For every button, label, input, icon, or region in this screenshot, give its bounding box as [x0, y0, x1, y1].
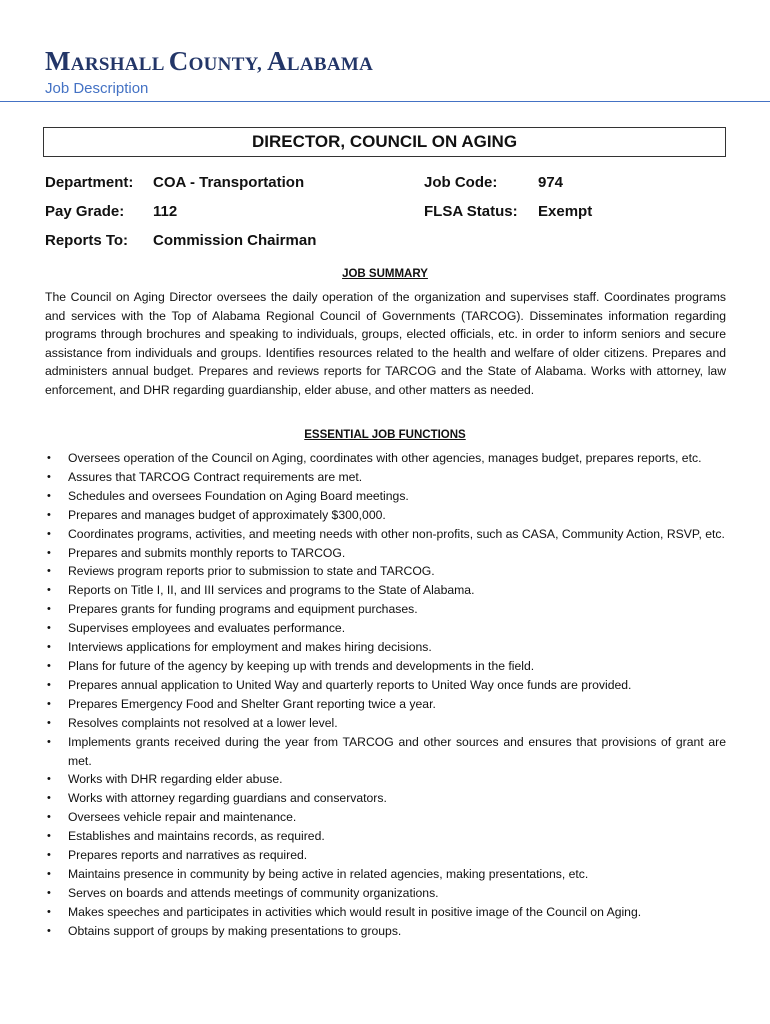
function-text: Schedules and oversees Foundation on Aging Board meetings. — [68, 488, 409, 503]
org-initial-c: C — [168, 46, 189, 76]
function-item — [45, 695, 726, 714]
essential-functions-list — [45, 449, 726, 941]
function-text: Establishes and maintains records, as required. — [68, 829, 325, 844]
job-summary-text: The Council on Aging Director oversees the daily operation of the organization and supervises staff. Coordinates programs and services with the Top of Alabama Regional Council of Governments (TARCOG). Disseminates information regarding programs through brochures and speaking to individuals, groups, elected officials, etc. in order to inform seniors and secure assistance from individuals and groups. Identifies resources related to the health and welfare of older citizens. Prepares and administers annual budget. Prepares and reviews reports for TARCOG and the State of Alabama. Works with attorney, law enforcement, and DHR regarding guardianship, elder abuse, and other matters as needed. — [45, 290, 726, 397]
bullet-icon: • — [47, 867, 51, 880]
function-text: Coordinates programs, activities, and meeting needs with other non-profits, such as CASA, Community Action, RSVP, etc. — [68, 526, 725, 541]
bullet-icon: • — [47, 584, 51, 597]
function-text: Oversees vehicle repair and maintenance. — [68, 810, 297, 825]
header-divider — [0, 101, 770, 102]
bullet-icon: • — [47, 470, 51, 483]
function-text: Assures that TARCOG Contract requirements are met. — [68, 469, 363, 484]
function-item — [45, 525, 726, 544]
bullet-icon: • — [47, 773, 51, 786]
bullet-icon: • — [47, 849, 51, 862]
document-type: Job Description — [45, 80, 149, 97]
function-item — [45, 506, 726, 525]
org-text-1: ARSHALL — [70, 54, 169, 75]
bullet-icon: • — [47, 546, 51, 559]
organization-name — [45, 46, 373, 77]
function-text: Prepares grants for funding programs and equipment purchases. — [68, 602, 418, 617]
org-initial-a: A — [267, 46, 287, 76]
function-text: Reviews program reports prior to submission to state and TARCOG. — [68, 564, 435, 579]
function-text: Obtains support of groups by making presentations to groups. — [68, 923, 402, 938]
department-value: COA - Transportation — [153, 174, 305, 191]
function-text: Prepares Emergency Food and Shelter Grant reporting twice a year. — [68, 696, 436, 711]
function-item — [45, 657, 726, 676]
function-item — [45, 846, 726, 865]
bullet-icon: • — [47, 565, 51, 578]
function-item — [45, 676, 726, 695]
bullet-icon: • — [47, 641, 51, 654]
function-text: Interviews applications for employment and makes hiring decisions. — [68, 640, 432, 655]
function-item — [45, 638, 726, 657]
bullet-icon: • — [47, 452, 51, 464]
job-code-label: Job Code: — [424, 174, 498, 191]
bullet-icon: • — [47, 508, 51, 521]
bullet-icon: • — [47, 489, 51, 502]
reports-to-label: Reports To: — [45, 232, 129, 249]
function-item — [45, 789, 726, 808]
bullet-icon: • — [47, 622, 51, 635]
function-text: Plans for future of the agency by keeping up with trends and developments in the field. — [68, 658, 535, 673]
department-label: Department: — [45, 174, 134, 191]
function-text: Implements grants received during the year from TARCOG and other sources and ensures that provisions of grant are met. — [68, 734, 726, 768]
essential-functions-heading: ESSENTIAL JOB FUNCTIONS — [304, 429, 466, 441]
bullet-icon: • — [47, 792, 51, 805]
function-item — [45, 884, 726, 903]
function-text: Supervises employees and evaluates performance. — [68, 621, 346, 636]
flsa-status-label: FLSA Status: — [424, 203, 518, 220]
function-item — [45, 808, 726, 827]
org-initial-m: M — [45, 46, 71, 76]
function-text: Reports on Title I, II, and III services and programs to the State of Alabama. — [68, 583, 475, 598]
function-item — [45, 903, 726, 922]
function-text: Maintains presence in community by being active in related agencies, making presentations, etc. — [68, 866, 589, 881]
function-text: Serves on boards and attends meetings of community organizations. — [68, 885, 439, 900]
function-item — [45, 733, 726, 771]
function-item — [45, 544, 726, 563]
bullet-icon: • — [47, 716, 51, 729]
bullet-icon: • — [47, 886, 51, 899]
function-item — [45, 922, 726, 941]
bullet-icon: • — [47, 678, 51, 691]
function-text: Prepares and manages budget of approximately $300,000. — [68, 507, 386, 522]
function-item — [45, 600, 726, 619]
bullet-icon: • — [47, 603, 51, 616]
function-item — [45, 487, 726, 506]
function-text: Works with DHR regarding elder abuse. — [68, 772, 283, 787]
flsa-status-value: Exempt — [538, 203, 593, 220]
function-text: Resolves complaints not resolved at a lower level. — [68, 715, 338, 730]
function-text: Makes speeches and participates in activities which would result in positive image of the Council on Aging. — [68, 904, 642, 919]
function-text: Prepares annual application to United Way and quarterly reports to United Way once funds are provided. — [68, 677, 632, 692]
function-item — [45, 770, 726, 789]
pay-grade-label: Pay Grade: — [45, 203, 125, 220]
function-item — [45, 581, 726, 600]
function-text: Oversees operation of the Council on Aging, coordinates with other agencies, manages budget, prepares reports, etc. — [68, 451, 702, 465]
bullet-icon: • — [47, 924, 51, 937]
function-item — [45, 449, 726, 468]
function-text: Prepares reports and narratives as required. — [68, 848, 308, 863]
function-item — [45, 619, 726, 638]
function-item — [45, 468, 726, 487]
bullet-icon: • — [47, 659, 51, 672]
bullet-icon: • — [47, 527, 51, 540]
org-text-3: LABAMA — [286, 54, 374, 75]
org-text-2: OUNTY, — [188, 54, 268, 75]
pay-grade-value: 112 — [153, 203, 178, 220]
bullet-icon: • — [47, 811, 51, 824]
function-text: Works with attorney regarding guardians and conservators. — [68, 791, 387, 806]
bullet-icon: • — [47, 697, 51, 710]
job-code-value: 974 — [538, 174, 564, 191]
reports-to-value: Commission Chairman — [153, 232, 317, 249]
function-item — [45, 714, 726, 733]
function-item — [45, 562, 726, 581]
job-summary-heading: JOB SUMMARY — [342, 268, 428, 280]
bullet-icon: • — [47, 735, 51, 748]
function-text: Prepares and submits monthly reports to TARCOG. — [68, 545, 346, 560]
function-item — [45, 827, 726, 846]
bullet-icon: • — [47, 905, 51, 918]
job-title: DIRECTOR, COUNCIL ON AGING — [43, 127, 726, 157]
bullet-icon: • — [47, 830, 51, 843]
function-item — [45, 865, 726, 884]
